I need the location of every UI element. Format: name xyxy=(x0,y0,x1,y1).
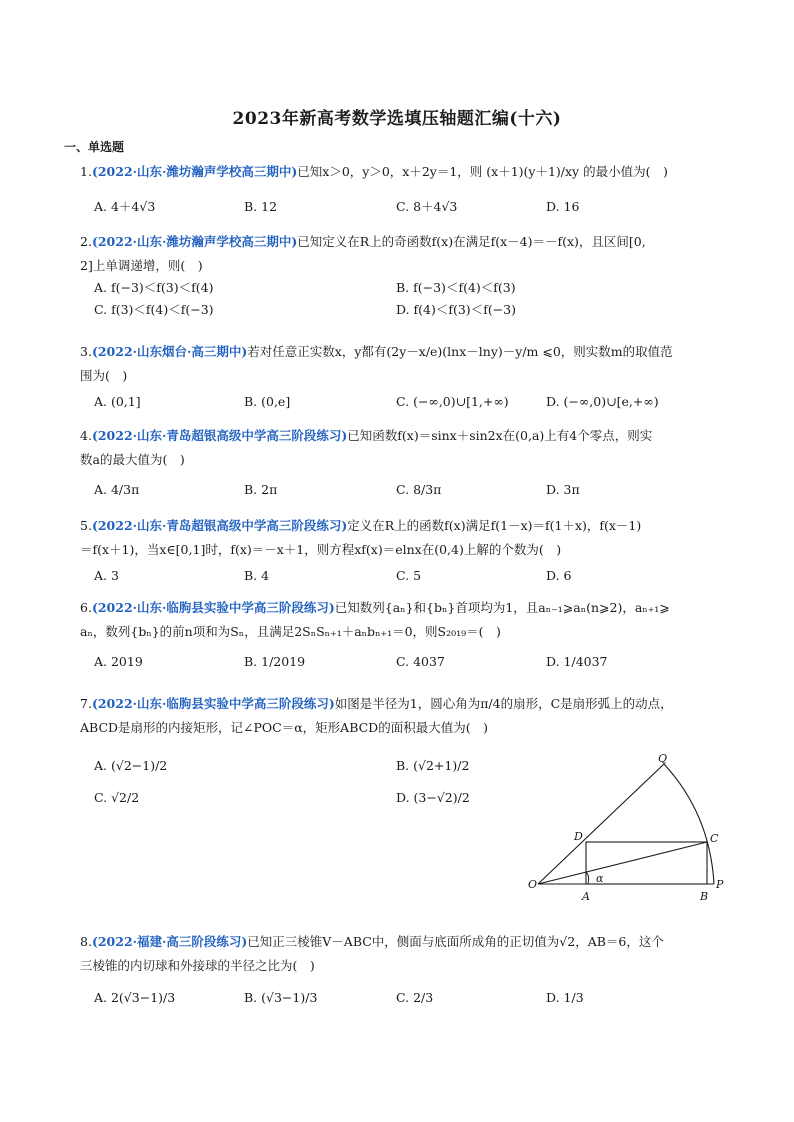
option-c: C. √2/2 xyxy=(94,790,140,805)
question-number: 1. xyxy=(80,164,92,179)
option-c: C. (−∞,0)∪[1,+∞) xyxy=(396,394,509,409)
label-q: Q xyxy=(658,754,668,765)
option-d: D. 6 xyxy=(546,568,572,583)
option-d: D. 1/4037 xyxy=(546,654,608,669)
question-number: 2. xyxy=(80,234,92,249)
option-a: A. (0,1] xyxy=(94,394,141,409)
question-source: (2022·福建·高三阶段练习) xyxy=(91,934,248,949)
option-b: B. 1/2019 xyxy=(244,654,306,669)
label-c: C xyxy=(710,832,719,845)
question-6 xyxy=(80,596,730,644)
option-a: A. 2019 xyxy=(94,654,143,669)
sector-figure xyxy=(528,754,728,904)
option-d: D. (3−√2)/2 xyxy=(396,790,470,805)
question-number: 4. xyxy=(80,428,92,443)
question-stem-continued: aₙ，数列{bₙ}的前n项和为Sₙ，且满足2SₙSₙ₊₁＋aₙbₙ₊₁＝0，则S₂₀₁₉＝( ) xyxy=(80,624,501,639)
label-p: P xyxy=(716,878,724,891)
question-stem-continued: 数a的最大值为( ) xyxy=(80,452,185,467)
option-a: A. 4＋4√3 xyxy=(94,199,156,214)
question-number: 3. xyxy=(80,344,92,359)
option-d: D. 16 xyxy=(546,199,580,214)
section-heading: 一、单选题 xyxy=(64,140,125,154)
question-1 xyxy=(80,160,730,184)
question-stem: 如图是半径为1，圆心角为π/4的扇形，C是扇形弧上的动点， xyxy=(334,696,673,711)
question-stem-continued: ＝f(x＋1)，当x∈[0,1]时，f(x)＝－x＋1，则方程xf(x)＝elnx在(0,4)上解的个数为( ) xyxy=(80,542,562,557)
option-a: A. 4/3π xyxy=(94,482,140,497)
option-b: B. 2π xyxy=(244,482,278,497)
question-source: (2022·山东烟台·高三期中) xyxy=(91,344,248,359)
question-8 xyxy=(80,930,730,978)
question-stem: 已知正三棱锥V－ABC中，侧面与底面所成角的正切值为√2，AB＝6，这个 xyxy=(247,934,664,949)
question-source: (2022·山东·潍坊瀚声学校高三期中) xyxy=(91,234,298,249)
question-stem-continued: ABCD是扇形的内接矩形，记∠POC＝α，矩形ABCD的面积最大值为( ) xyxy=(80,720,488,735)
option-b: B. 4 xyxy=(244,568,270,583)
option-c: C. 8/3π xyxy=(396,482,442,497)
question-source: (2022·山东·临朐县实验中学高三阶段练习) xyxy=(91,696,335,711)
question-stem: 已知x＞0，y＞0，x＋2y＝1，则 (x＋1)(y＋1)/xy 的最小值为( ) xyxy=(297,164,668,179)
option-c: C. 8＋4√3 xyxy=(396,199,458,214)
question-stem: 已知函数f(x)＝sinx＋sin2x在(0,a)上有4个零点，则实 xyxy=(347,428,653,443)
question-stem-continued: 三棱锥的内切球和外接球的半径之比为( ) xyxy=(80,958,315,973)
question-5 xyxy=(80,514,730,562)
question-source: (2022·山东·青岛超银高级中学高三阶段练习) xyxy=(91,518,348,533)
option-c: C. 2/3 xyxy=(396,990,434,1005)
question-4 xyxy=(80,424,730,472)
label-a: A xyxy=(582,890,590,903)
option-a: A. (√2−1)/2 xyxy=(94,758,168,773)
label-alpha: α xyxy=(596,872,604,885)
question-number: 8. xyxy=(80,934,92,949)
question-stem: 定义在R上的函数f(x)满足f(1－x)＝f(1＋x)，f(x－1) xyxy=(347,518,642,533)
question-stem: 已知定义在R上的奇函数f(x)在满足f(x－4)＝－f(x)，且区间[0, xyxy=(297,234,646,249)
page-title: 2023年新高考数学选填压轴题汇编(十六) xyxy=(232,109,562,129)
option-b: B. (√2+1)/2 xyxy=(396,758,470,773)
option-a: A. 2(√3−1)/3 xyxy=(94,990,176,1005)
option-d: D. f(4)＜f(3)＜f(−3) xyxy=(396,302,516,317)
option-b: B. 12 xyxy=(244,199,278,214)
option-d: D. 1/3 xyxy=(546,990,584,1005)
question-number: 7. xyxy=(80,696,92,711)
label-d: D xyxy=(574,830,583,843)
question-3 xyxy=(80,340,730,388)
question-stem: 已知数列{aₙ}和{bₙ}首项均为1，且aₙ₋₁⩾aₙ(n⩾2)，aₙ₊₁⩾ xyxy=(334,600,670,615)
option-b: B. f(−3)＜f(4)＜f(3) xyxy=(396,280,516,295)
question-stem-continued: 2]上单调递增，则( ) xyxy=(80,258,203,273)
option-c: C. f(3)＜f(4)＜f(−3) xyxy=(94,302,214,317)
question-number: 6. xyxy=(80,600,92,615)
option-b: B. (√3−1)/3 xyxy=(244,990,318,1005)
question-stem-continued: 围为( ) xyxy=(80,368,128,383)
label-o: O xyxy=(528,878,538,891)
label-b: B xyxy=(700,890,709,903)
option-d: D. (−∞,0)∪[e,+∞) xyxy=(546,394,659,409)
option-a: A. f(−3)＜f(3)＜f(4) xyxy=(94,280,214,295)
option-d: D. 3π xyxy=(546,482,580,497)
question-source: (2022·山东·临朐县实验中学高三阶段练习) xyxy=(91,600,335,615)
question-source: (2022·山东·潍坊瀚声学校高三期中) xyxy=(91,164,298,179)
option-c: C. 5 xyxy=(396,568,422,583)
question-2 xyxy=(80,230,730,278)
question-7 xyxy=(80,692,730,740)
option-c: C. 4037 xyxy=(396,654,445,669)
question-number: 5. xyxy=(80,518,92,533)
question-source: (2022·山东·青岛超银高级中学高三阶段练习) xyxy=(91,428,348,443)
option-b: B. (0,e] xyxy=(244,394,291,409)
question-stem: 若对任意正实数x，y都有(2y－x/e)(lnx－lny)－y/m ⩽0，则实数m的取值范 xyxy=(247,344,673,359)
option-a: A. 3 xyxy=(94,568,119,583)
